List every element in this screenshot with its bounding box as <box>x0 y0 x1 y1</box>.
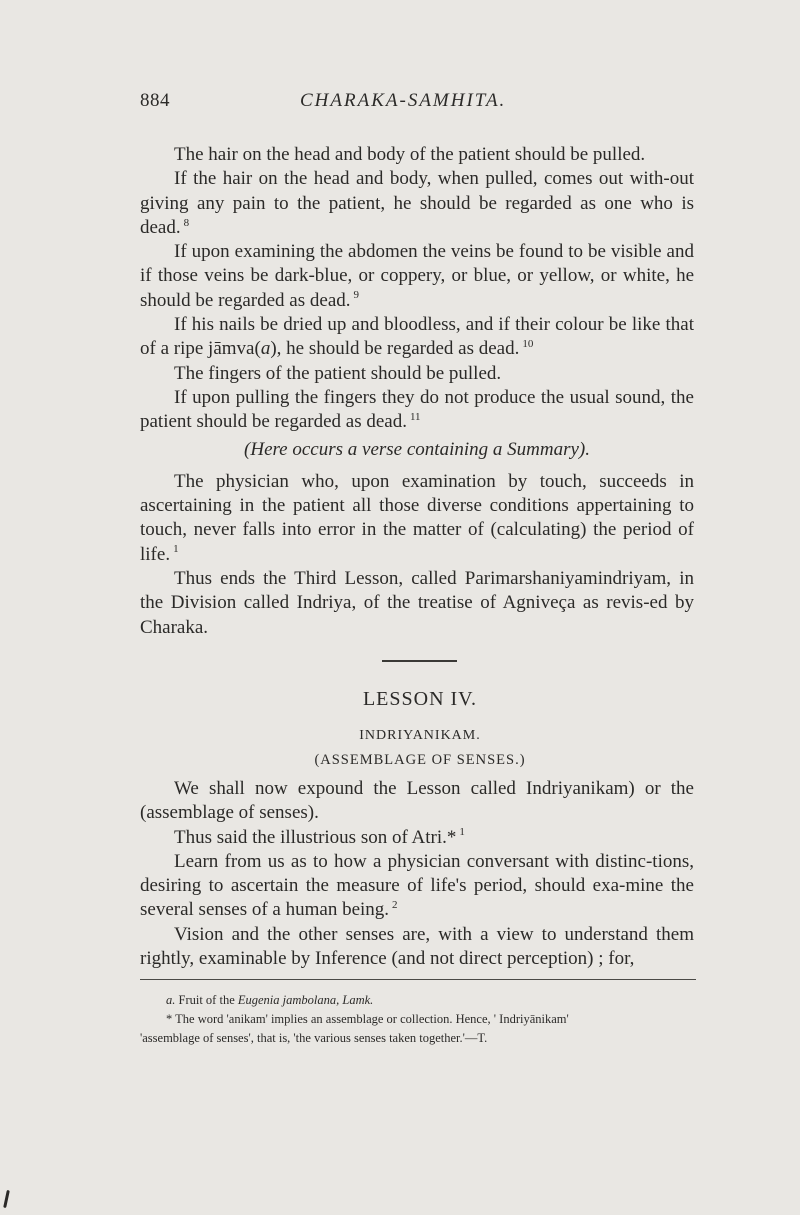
verse-number: 2 <box>392 899 398 912</box>
footnote-ref: a <box>260 338 271 360</box>
body-text <box>140 143 694 640</box>
paragraph: Vision and the other senses are, with a view to understand them rightly, examinable by Inference (and not direct perception) ; for, <box>140 923 694 970</box>
paragraph: The hair on the head and body of the patient should be pulled. <box>174 144 646 165</box>
section-divider <box>382 660 457 662</box>
lesson-subtitle-translation: (ASSEMBLAGE OF SENSES.) <box>314 752 526 768</box>
summary-heading: (Here occurs a verse containing a Summary). <box>244 438 590 460</box>
paragraph: Thus ends the Third Lesson, called Parimarshaniyamindriyam, in the Division called Indriya, of the treatise of Agniveça as revis-ed by Charaka. <box>140 568 694 638</box>
ink-mark <box>3 1190 10 1208</box>
page-header <box>140 90 700 120</box>
paragraph: The fingers of the patient should be pulled. <box>174 362 502 384</box>
paragraph: We shall now expound the Lesson called Indriyanikam) or the (assemblage of senses). <box>140 778 694 824</box>
lesson-body-text <box>140 777 694 971</box>
paragraph: If upon pulling the fingers they do not produce the usual sound, the patient should be regarded as dead. $^{11}$ <box>140 386 694 433</box>
paragraph: Thus said the illustrious son of Atri.* $^1$ <box>174 826 465 848</box>
footnote-a: a. Fruit of the Eugenia jambolana, Lamk. <box>166 993 374 1007</box>
footnotes <box>140 991 700 1048</box>
verse-number: 1 <box>459 826 465 839</box>
footnote-star: * The word 'anikam' implies an assemblage or collection. Hence, ' Indriyānikam' <box>166 1012 569 1026</box>
lesson-title: LESSON IV. <box>362 688 478 710</box>
paragraph: If his nails be dried up and bloodless, and if their colour be like that of a ripe jāmva(a), he should be regarded as dead. $^{10}$ <box>140 314 694 360</box>
verse-number: 8 <box>183 216 190 229</box>
paragraph: The physician who, upon examination by touch, succeeds in ascertaining in the patient all those diverse conditions appertaining to touch, never falls into error in the matter of (calculating) the period of life. $^1$ <box>140 470 694 565</box>
paragraph: If the hair on the head and body, when pulled, comes out with-out giving any pain to the patient, he should be regarded as one who is dead. $^8$ <box>140 168 694 238</box>
footnote-star-continued: 'assemblage of senses', that is, 'the various senses taken together.'—T. <box>140 1031 488 1045</box>
verse-number: 9 <box>353 289 360 302</box>
verse-number: 1 <box>173 543 179 556</box>
running-title: CHARAKA-SAMHITA. <box>300 90 507 111</box>
footnote-rule <box>140 979 696 980</box>
lesson-subtitle: INDRIYANIKAM. <box>359 728 481 743</box>
verse-number: 11 <box>409 410 421 423</box>
page-number: 884 <box>140 90 170 111</box>
paragraph: Learn from us as to how a physician conversant with distinc-tions, desiring to ascertain the measure of life's period, should exa-mine the several senses of a human being. $^2$ <box>140 850 694 921</box>
verse-number: 10 <box>522 338 534 351</box>
paragraph: If upon examining the abdomen the veins be found to be visible and if those veins be dark-blue, or coppery, or blue, or yellow, or white, he should be regarded as dead. $^9$ <box>140 241 694 311</box>
